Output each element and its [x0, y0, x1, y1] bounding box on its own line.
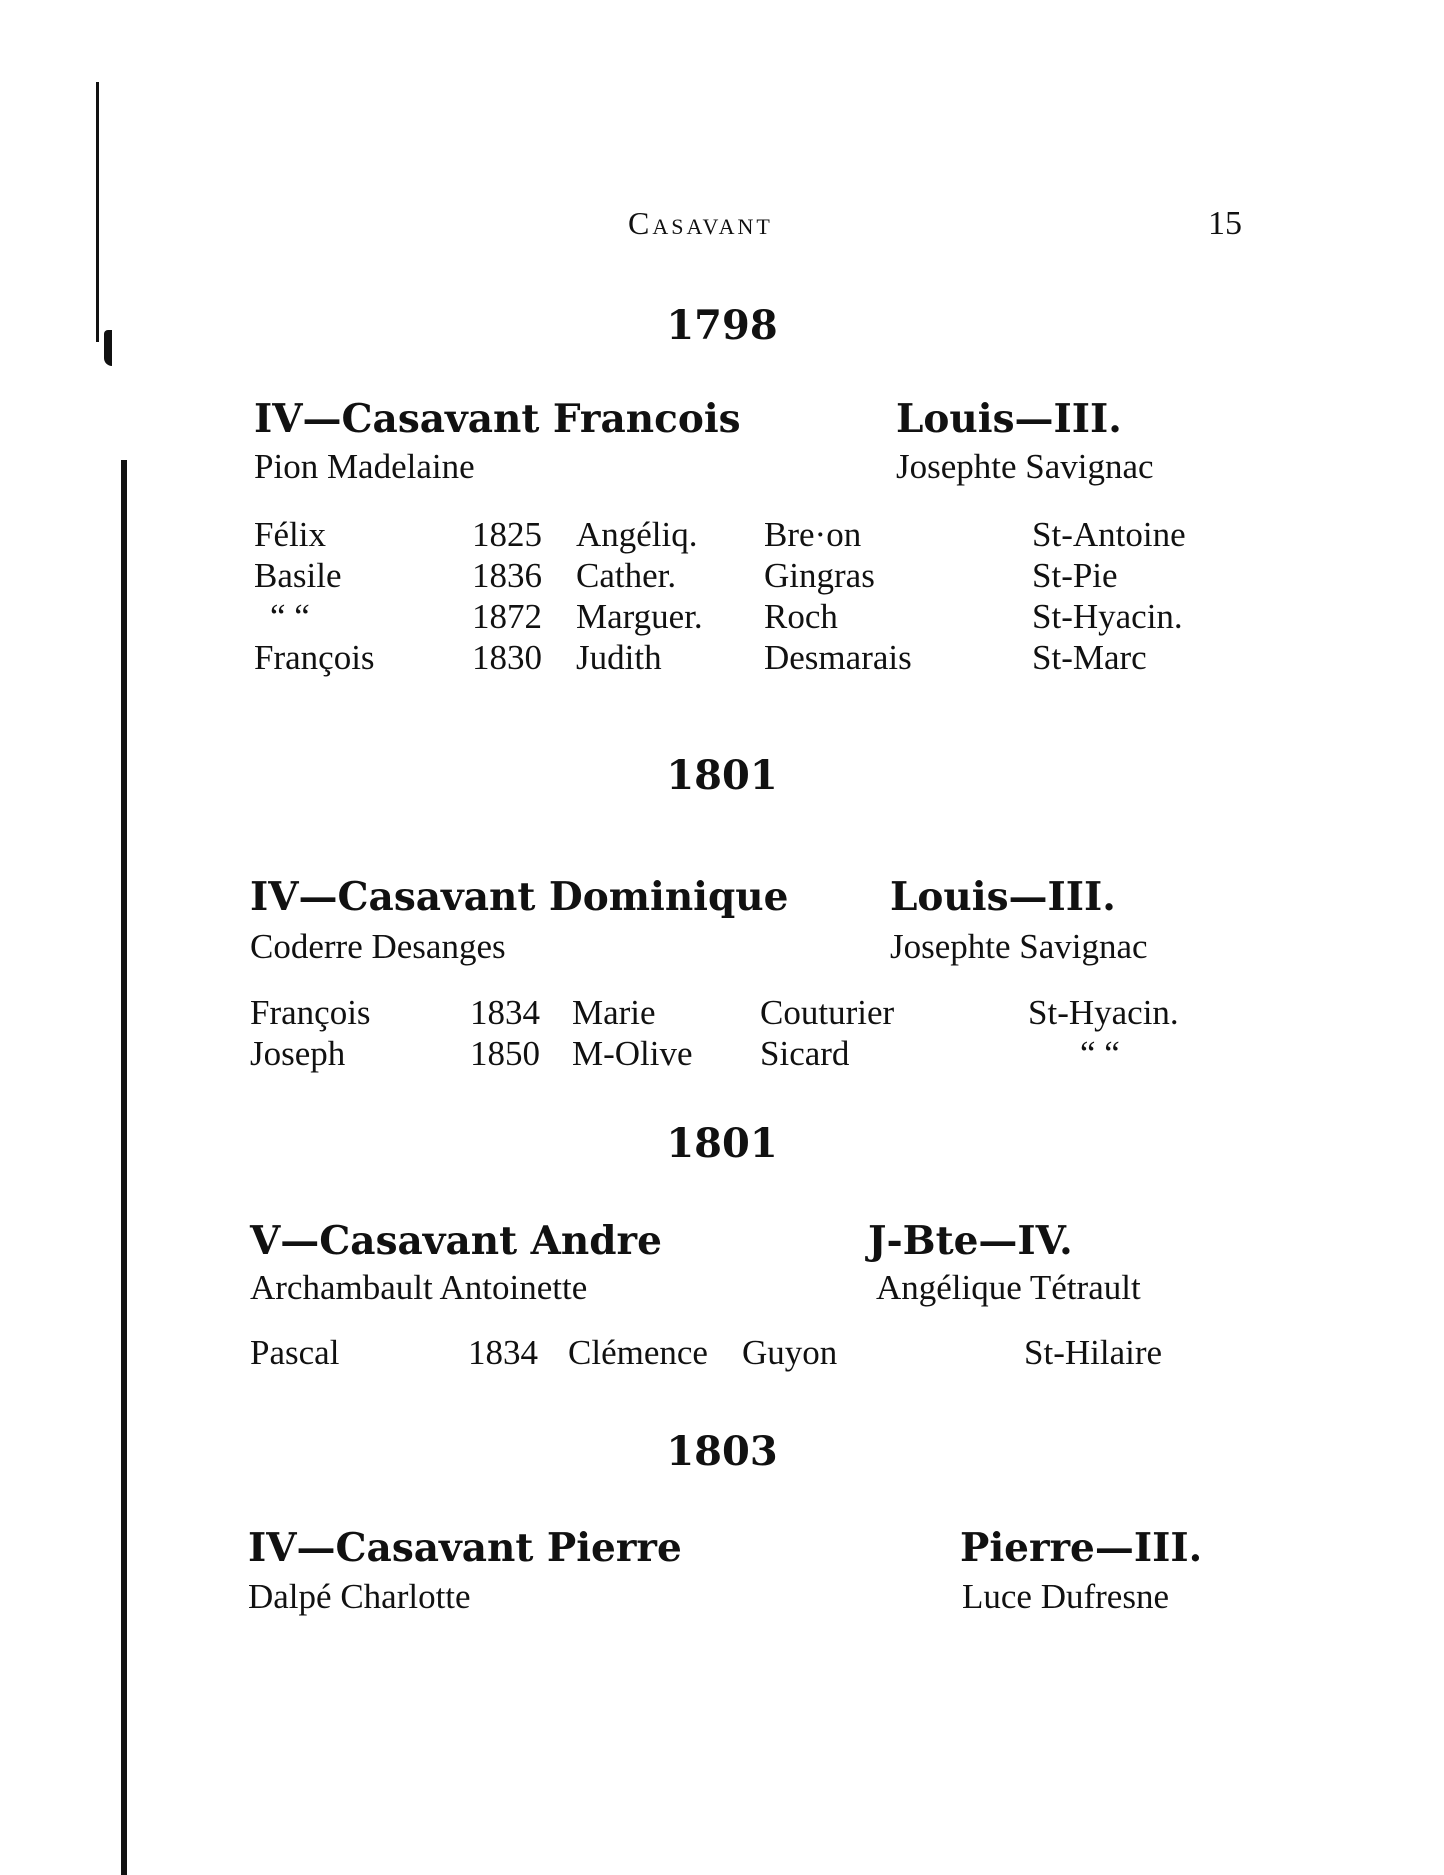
marriage-year: 1825	[472, 515, 542, 554]
parish: St-Hyacin.	[1032, 597, 1183, 636]
marriage-year: 1836	[472, 556, 542, 595]
child-name: Pascal	[250, 1333, 340, 1372]
child-name: “ “	[270, 597, 310, 636]
spouse-name: Archambault Antoinette	[250, 1268, 588, 1307]
spouse-first-name: Clémence	[568, 1333, 708, 1372]
parent-name: J-Bte—IV.	[868, 1218, 1073, 1264]
child-name: Joseph	[250, 1034, 346, 1073]
spouse-surname: Guyon	[742, 1333, 838, 1372]
marriage-year: 1834	[470, 993, 540, 1032]
parish: St-Antoine	[1032, 515, 1186, 554]
child-name: Félix	[254, 515, 326, 554]
section-year: 1798	[666, 302, 778, 349]
binding-edge-mark	[121, 460, 127, 1875]
section-year: 1801	[666, 1120, 778, 1167]
child-name: François	[250, 993, 371, 1032]
marriage-year: 1834	[468, 1333, 538, 1372]
spouse-first-name: Marguer.	[576, 597, 703, 636]
marriage-year: 1850	[470, 1034, 540, 1073]
spouse-first-name: Cather.	[576, 556, 677, 595]
spouse-surname: Roch	[764, 597, 838, 636]
spouse-name: Dalpé Charlotte	[248, 1577, 471, 1616]
parent-spouse-name: Luce Dufresne	[962, 1577, 1169, 1616]
parent-spouse-name: Josephte Savignac	[890, 927, 1148, 966]
parish: St-Hilaire	[1024, 1333, 1163, 1372]
child-name: Basile	[254, 556, 342, 595]
parish: St-Marc	[1032, 638, 1147, 677]
spouse-surname: Desmarais	[764, 638, 912, 677]
parent-name: Louis—III.	[890, 874, 1116, 920]
section-year: 1801	[666, 752, 778, 799]
person-name: IV—Casavant Pierre	[248, 1525, 682, 1571]
spouse-first-name: Angéliq.	[576, 515, 698, 554]
section-year: 1803	[666, 1428, 778, 1475]
parent-name: Louis—III.	[896, 396, 1122, 442]
running-head: Casavant	[628, 205, 773, 241]
marriage-year: 1872	[472, 597, 542, 636]
parish: St-Hyacin.	[1028, 993, 1179, 1032]
spouse-surname: Couturier	[760, 993, 895, 1032]
page-header	[0, 205, 1444, 245]
spouse-name: Pion Madelaine	[254, 447, 475, 486]
spouse-first-name: M-Olive	[572, 1034, 693, 1073]
page-number: 15	[1208, 205, 1242, 242]
spouse-first-name: Judith	[576, 638, 662, 677]
parent-spouse-name: Angélique Tétrault	[876, 1268, 1141, 1307]
parish: St-Pie	[1032, 556, 1118, 595]
spouse-name: Coderre Desanges	[250, 927, 506, 966]
parent-name: Pierre—III.	[960, 1525, 1203, 1571]
parent-spouse-name: Josephte Savignac	[896, 447, 1154, 486]
spouse-surname: Bre·on	[764, 515, 862, 554]
person-name: IV—Casavant Dominique	[250, 874, 789, 920]
person-name: IV—Casavant Francois	[254, 396, 741, 442]
spouse-surname: Sicard	[760, 1034, 850, 1073]
parish: “ “	[1080, 1034, 1120, 1073]
spouse-surname: Gingras	[764, 556, 875, 595]
spouse-first-name: Marie	[572, 993, 656, 1032]
person-name: V—Casavant Andre	[250, 1218, 662, 1264]
child-name: François	[254, 638, 375, 677]
marriage-year: 1830	[472, 638, 542, 677]
